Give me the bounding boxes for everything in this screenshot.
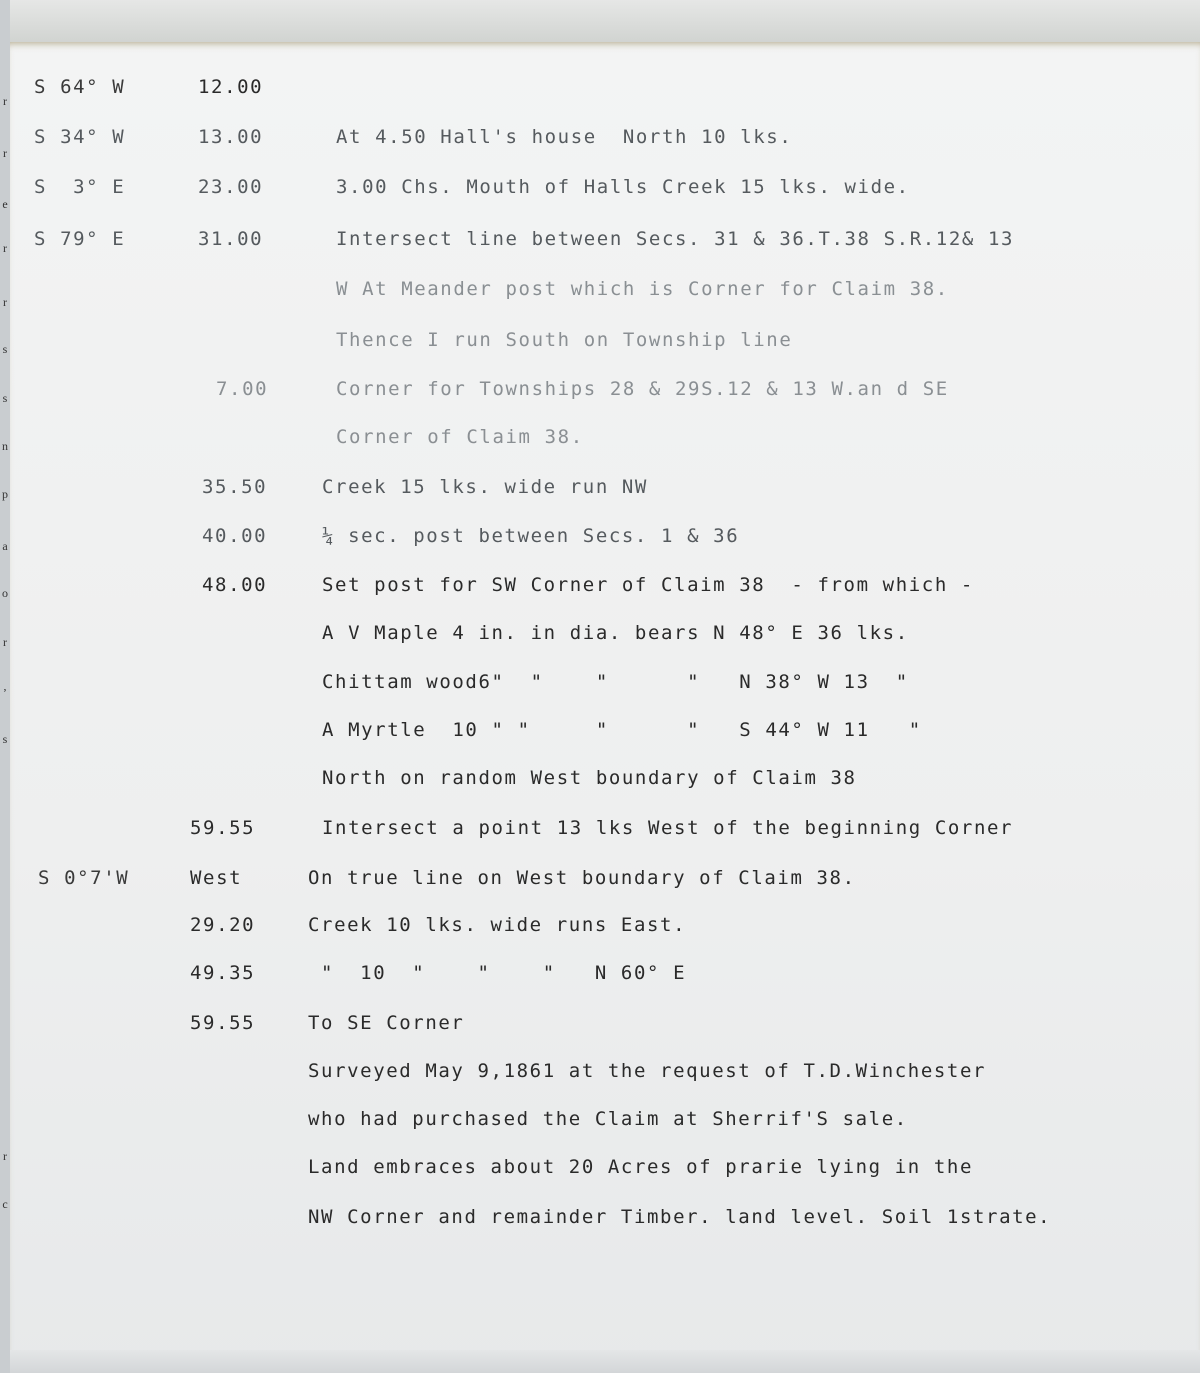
page-top-edge — [0, 0, 1200, 46]
note-cell: Corner for Townships 28 & 29S.12 & 13 W.an d SE — [336, 378, 949, 400]
note-cell: A Myrtle 10 " " " " S 44° W 11 " — [322, 719, 922, 741]
note-cell: Creek 15 lks. wide run NW — [322, 476, 648, 498]
distance-cell: 49.35 — [190, 962, 256, 984]
margin-character: n — [2, 439, 8, 453]
bearing-cell: S 79° E — [34, 228, 126, 250]
note-cell: Set post for SW Corner of Claim 38 - from which - — [322, 574, 974, 596]
margin-character: a — [2, 539, 8, 553]
note-cell: who had purchased the Claim at Sherrif'S sale. — [308, 1108, 908, 1130]
margin-character: o — [2, 586, 8, 600]
margin-character: e — [2, 197, 8, 211]
note-cell: ¼ sec. post between Secs. 1 & 36 — [322, 525, 740, 547]
distance-cell: 7.00 — [216, 378, 269, 400]
bearing-cell: S 64° W — [34, 76, 126, 98]
distance-cell: 29.20 — [190, 914, 256, 936]
bearing-cell: S 34° W — [34, 126, 126, 148]
note-cell: W At Meander post which is Corner for Claim 38. — [336, 278, 949, 300]
note-cell: Intersect a point 13 lks West of the beginning Corner — [322, 817, 1014, 839]
note-cell: NW Corner and remainder Timber. land level. Soil 1strate. — [308, 1206, 1052, 1228]
bearing-cell: S 0°7'W — [38, 867, 130, 889]
margin-character: p — [2, 487, 8, 501]
margin-character: r — [3, 295, 7, 309]
distance-cell: 59.55 — [190, 817, 256, 839]
margin-character: c — [2, 1197, 8, 1211]
note-cell: Chittam wood6" " " " N 38° W 13 " — [322, 671, 909, 693]
note-cell: North on random West boundary of Claim 38 — [322, 767, 857, 789]
note-cell: Surveyed May 9,1861 at the request of T.D.Winchester — [308, 1060, 987, 1082]
margin-character: r — [3, 146, 7, 160]
note-cell: At 4.50 Hall's house North 10 lks. — [336, 126, 793, 148]
bearing-cell: S 3° E — [34, 176, 126, 198]
margin-character: r — [3, 635, 7, 649]
left-margin-strip — [0, 0, 10, 1373]
distance-cell: 12.00 — [198, 76, 264, 98]
note-cell: Land embraces about 20 Acres of prarie lying in the — [308, 1156, 973, 1178]
note-cell: Corner of Claim 38. — [336, 426, 584, 448]
note-cell: On true line on West boundary of Claim 38. — [308, 867, 856, 889]
page-bottom-edge — [10, 1350, 1200, 1373]
distance-cell: 40.00 — [202, 525, 268, 547]
margin-character: r — [3, 241, 7, 255]
note-cell: To SE Corner — [308, 1012, 465, 1034]
margin-character: r — [3, 94, 7, 108]
note-cell: A V Maple 4 in. in dia. bears N 48° E 36 lks. — [322, 622, 909, 644]
note-cell: " 10 " " " N 60° E — [308, 962, 687, 984]
margin-character: s — [2, 391, 8, 405]
distance-cell: West — [190, 867, 243, 889]
margin-character: s — [2, 732, 8, 746]
distance-cell: 23.00 — [198, 176, 264, 198]
note-cell: Creek 10 lks. wide runs East. — [308, 914, 687, 936]
distance-cell: 13.00 — [198, 126, 264, 148]
distance-cell: 59.55 — [190, 1012, 256, 1034]
margin-character: r — [3, 1149, 7, 1163]
distance-cell: 35.50 — [202, 476, 268, 498]
margin-character: , — [3, 679, 7, 693]
note-cell: Thence I run South on Township line — [336, 329, 793, 351]
note-cell: Intersect line between Secs. 31 & 36.T.38 S.R.12& 13 — [336, 228, 1015, 250]
margin-character: s — [2, 342, 8, 356]
note-cell: 3.00 Chs. Mouth of Halls Creek 15 lks. wide. — [336, 176, 910, 198]
distance-cell: 48.00 — [202, 574, 268, 596]
distance-cell: 31.00 — [198, 228, 264, 250]
